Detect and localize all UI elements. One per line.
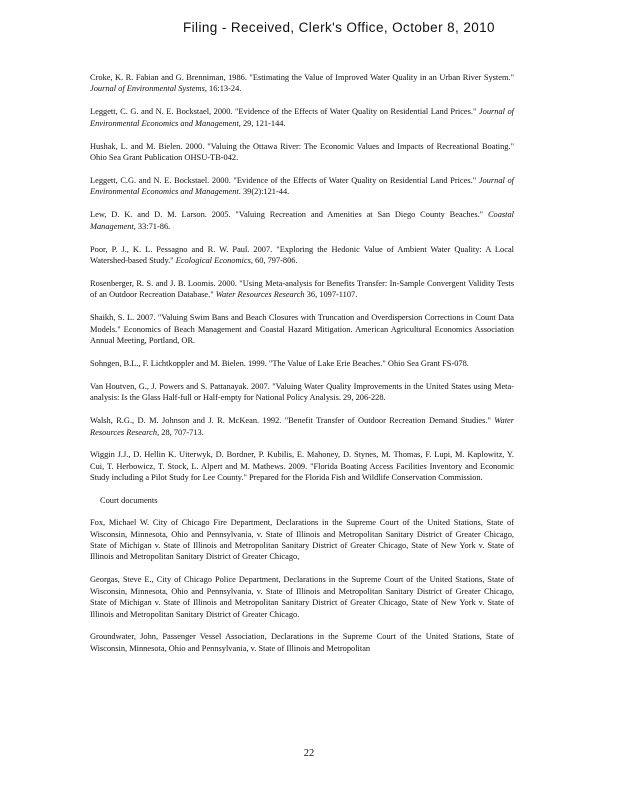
reference-entry: Rosenberger, R. S. and J. B. Loomis. 2000. "Using Meta-analysis for Benefits Transfer: In-Sample Convergent Validity Tests of an Outdoor Recreation Database." Water Resources Research 36, 1097-1107. bbox=[90, 278, 514, 300]
court-document-entry: Groundwater, John, Passenger Vessel Association, Declarations in the Supreme Court of the United Stations, State of Wisconsin, Minnesota, Ohio and Pennsylvania, v. State of Illinois and Metropolitan bbox=[90, 632, 514, 653]
page-number: 22 bbox=[303, 748, 315, 759]
reference-entry: Van Houtven, G., J. Powers and S. Pattanayak. 2007. "Valuing Water Quality Improvements in the United States using Meta-analysis: Is the Glass Half-full or Half-empty for National Policy Analysis. 29, 206-228. bbox=[90, 381, 514, 403]
court-document-entry: Georgas, Steve E., City of Chicago Police Department, Declarations in the Supreme Court of the United Stations, State of Wisconsin, Minnesota, Ohio and Pennsylvania, v. State of Illinois and Metropolitan Sanitary District of Greater Chicago, State of Michigan v. State of Illinois and Metropolitan Sanitary District of Greater Chicago, State of New York v. State of Illinois and Metropolitan Sanitary District of Greater Chicago. bbox=[90, 575, 514, 619]
filing-header: Filing - Received, Clerk's Office, October 8, 2010 bbox=[183, 20, 495, 35]
reference-entry: Lew, D. K. and D. M. Larson. 2005. "Valuing Recreation and Amenities at San Diego County Beaches." Coastal Management, 33:71-86. bbox=[90, 210, 514, 231]
reference-entry: Leggett, C.G. and N. E. Bockstael. 2000. "Evidence of the Effects of Water Quality on Residential Land Prices." Journal of Environmental Economics and Management. 39(2):121-44. bbox=[90, 175, 514, 197]
reference-list bbox=[90, 72, 514, 666]
reference-entry: Wiggin J.J., D. Hellin K. Uiterwyk, D. Bordner, P. Kubilis, E. Mahoney, D. Stynes, M. Thomas, F. Lupi, M. Kaplowitz, Y. Cui, T. Herbowicz, T. Stock, L. Alpert and M. Mathews. 2009. "Florida Boating Access Facilities Inventory and Economic Study including a Pilot Study for Lee County." Prepared for the Florida Fish and Wildlife Conservation Commission. bbox=[90, 450, 514, 483]
section-heading: Court documents bbox=[100, 496, 158, 506]
reference-entry: Croke, K. R. Fabian and G. Brenniman, 1986. "Estimating the Value of Improved Water Quality in an Urban River System." Journal of Environmental Systems, 16:13-24. bbox=[90, 73, 514, 94]
reference-entry: Sohngen, B.L., F. Lichtkoppler and M. Bielen. 1999. "The Value of Lake Erie Beaches." Ohio Sea Grant FS-078. bbox=[90, 358, 469, 368]
reference-entry: Hushak, L. and M. Bielen. 2000. "Valuing the Ottawa River: The Economic Values and Impacts of Recreational Boating." Ohio Sea Grant Publication OHSU-TB-042. bbox=[90, 141, 514, 163]
reference-entry: Leggett, C. G. and N. E. Bockstael, 2000. "Evidence of the Effects of Water Quality on Residential Land Prices." Journal of Environmental Economics and Management, 29, 121-144. bbox=[90, 107, 514, 128]
reference-entry: Poor, P. J., K. L. Pessagno and R. W. Paul. 2007. "Exploring the Hedonic Value of Ambient Water Quality: A Local Watershed-based Study." Ecological Economics, 60, 797-806. bbox=[90, 244, 514, 265]
reference-entry: Shaikh, S. L. 2007. "Valuing Swim Bans and Beach Closures with Truncation and Overdispersion Corrections in Count Data Models." Economics of Beach Management and Coastal Hazard Mitigation. American Agricultural Economics Association Annual Meeting, Portland, OR. bbox=[90, 313, 514, 345]
reference-entry: Walsh, R.G., D. M. Johnson and J. R. McKean. 1992. "Benefit Transfer of Outdoor Recreation Demand Studies." Water Resources Research, 28, 707-713. bbox=[90, 416, 514, 437]
court-document-entry: Fox, Michael W. City of Chicago Fire Department, Declarations in the Supreme Court of the United Stations, State of Wisconsin, Minnesota, Ohio and Pennsylvania, v. State of Illinois and Metropolitan Sanitary District of Greater Chicago, State of Michigan v. State of Illinois and Metropolitan Sanitary District of Greater Chicago, State of New York v. State of Illinois and Metropolitan Sanitary District of Greater Chicago, bbox=[90, 518, 514, 562]
